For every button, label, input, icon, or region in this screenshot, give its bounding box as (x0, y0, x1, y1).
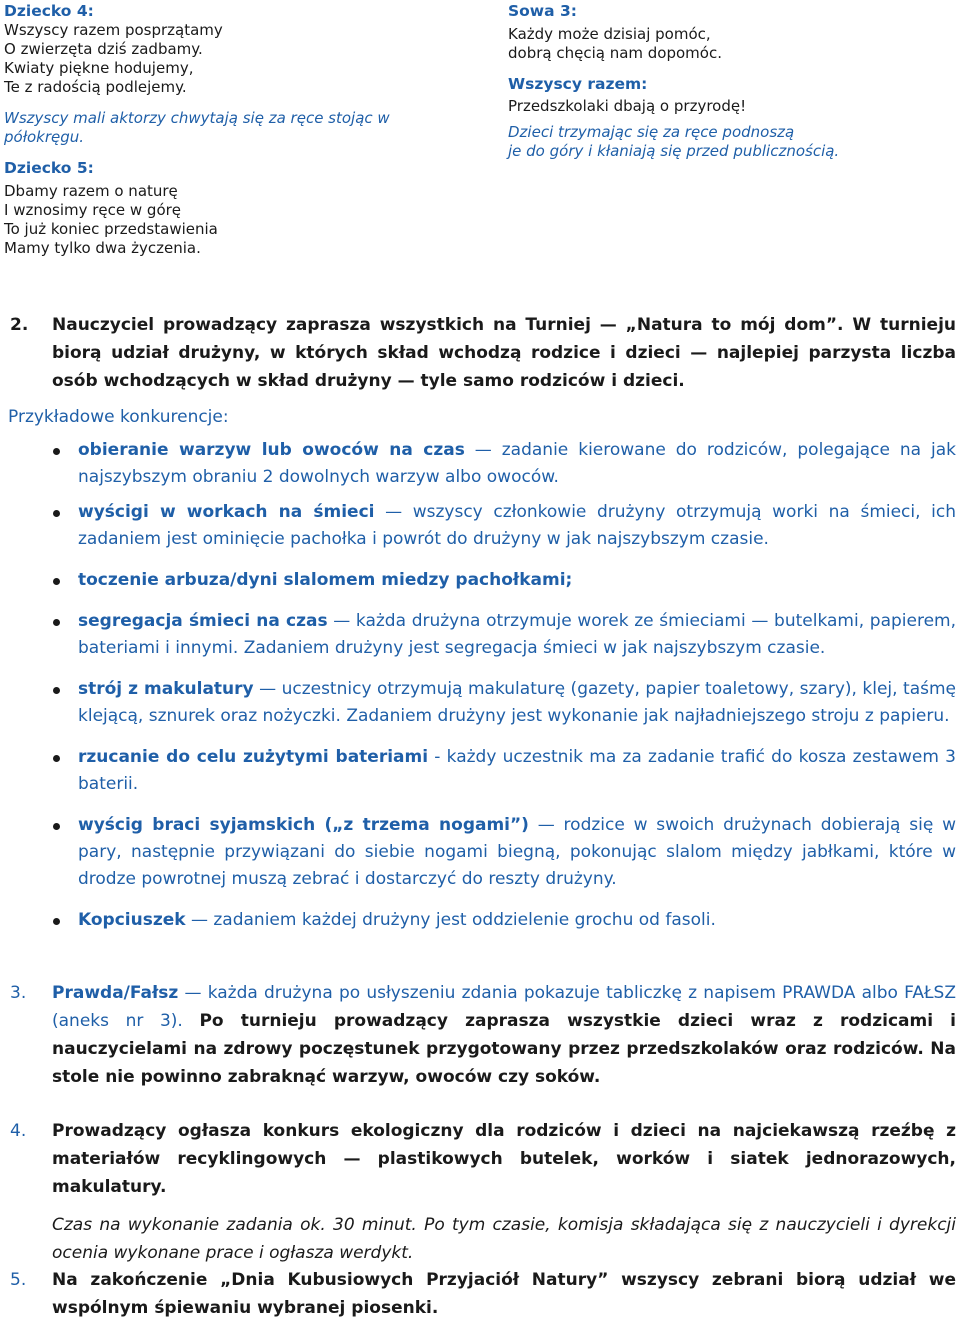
section-3-body: Prawda/Fałsz — każda drużyna po usłyszeniu zdania pokazuje tabliczkę z napisem PRAWDA albo FAŁSZ (aneks nr 3). Po turnieju prowadzący zaprasza wszystkie dzieci wraz z rodzicami i nauczycielami na zdrowy poczęstunek przygotowany przez przedszkolaków oraz rodziców. Na stole nie powinno zabraknąć warzyw, owoców czy soków. (52, 983, 957, 1087)
section-number: 3. (10, 983, 27, 1003)
script-line: I wznosimy ręce w górę (4, 201, 182, 219)
script-line: Przedszkolaki dbają o przyrodę! (508, 97, 747, 115)
bullet-icon (53, 687, 60, 694)
section-number: 2. (10, 315, 29, 335)
section-5-body: Na zakończenie „Dnia Kubusiowych Przyjaciół Natury” wszyscy zebrani biorą udział we wspólnym śpiewaniu wybranej piosenki. (52, 1270, 956, 1318)
dziecko-4-heading: Dziecko 4: (4, 2, 94, 20)
list-item: Kopciuszek — zadaniem każdej drużyny jest oddzielenie grochu od fasoli. (8, 907, 956, 934)
script-line: Kwiaty piękne hodujemy, (4, 59, 194, 77)
right-script-column (508, 2, 948, 161)
stage-direction: Dzieci trzymając się za ręce podnoszą (508, 123, 795, 141)
bullet-icon (53, 918, 60, 925)
script-line: dobrą chęcią nam dopomóc. (508, 44, 722, 62)
script-line: O zwierzęta dziś zadbamy. (4, 40, 203, 58)
bullet-icon (53, 448, 60, 455)
section-number: 4. (10, 1121, 27, 1141)
section-5 (10, 1266, 956, 1322)
bullet-icon (53, 578, 60, 585)
sowa-3-heading: Sowa 3: (508, 2, 577, 20)
list-item: rzucanie do celu zużytymi bateriami - każdy uczestnik ma za zadanie trafić do kosza zestawem 3 baterii. (8, 744, 956, 798)
section-4-note: Czas na wykonanie zadania ok. 30 minut. Po tym czasie, komisja składająca się z nauczycieli i dyrekcji ocenia wykonane prace i ogłasza werdykt. (52, 1215, 956, 1263)
script-line: Dbamy razem o naturę (4, 182, 178, 200)
bullet-icon (53, 510, 60, 517)
bullet-icon (53, 619, 60, 626)
script-line: To już koniec przedstawienia (4, 220, 218, 238)
stage-direction: je do góry i kłaniają się przed publicznością. (508, 142, 840, 160)
section-3 (10, 979, 956, 1091)
list-item: segregacja śmieci na czas — każda drużyna otrzymuje worek ze śmieciami — butelkami, papierem, bateriami i innymi. Zadaniem drużyny jest segregacja śmieci w jak najszybszym czasie. (8, 608, 956, 662)
list-item: toczenie arbuza/dyni slalomem miedzy pachołkami; (8, 567, 956, 594)
section-2-intro: Nauczyciel prowadzący zaprasza wszystkich na Turniej — „Natura to mój dom”. W turnieju biorą udział drużyny, w których skład wchodzą rodzice i dzieci — najlepiej parzysta liczba osób wchodzących w skład drużyny — tyle samo rodziców i dzieci. (52, 315, 956, 391)
section-4 (10, 1117, 956, 1267)
examples-heading: Przykładowe konkurencje: (8, 407, 229, 427)
script-line: Każdy może dzisiaj pomóc, (508, 25, 711, 43)
section-number: 5. (10, 1270, 27, 1290)
stage-direction: Wszyscy mali aktorzy chwytają się za ręce stojąc w półokręgu. (4, 109, 390, 146)
competitions-list (8, 437, 956, 934)
examples-block (8, 404, 956, 942)
wszyscy-razem-heading: Wszyscy razem: (508, 75, 648, 93)
list-item: wyścig braci syjamskich („z trzema nogami”) — rodzice w swoich drużynach dobierają się w pary, następnie przywiązani do siebie nogami biegną, pokonując slalom między jabłkami, które w drodze powrotnej muszą zebrać i dostarczyć do reszty drużyny. (8, 812, 956, 893)
section-2 (10, 311, 956, 395)
list-item: wyścigi w workach na śmieci — wszyscy członkowie drużyny otrzymują worki na śmieci, ich zadaniem jest ominięcie pachołka i powrót do drużyny w jak najszybszym czasie. (8, 499, 956, 553)
section-4-body: Prowadzący ogłasza konkurs ekologiczny dla rodziców i dzieci na najciekawszą rzeźbę z materiałów recyklingowych — plastikowych butelek, worków i siatek jednorazowych, makulatury. (52, 1121, 956, 1197)
bullet-icon (53, 823, 60, 830)
bullet-icon (53, 755, 60, 762)
dziecko-5-heading: Dziecko 5: (4, 159, 94, 177)
script-line: Mamy tylko dwa życzenia. (4, 239, 201, 257)
list-item: obieranie warzyw lub owoców na czas — zadanie kierowane do rodziców, polegające na jak najszybszym obraniu 2 dowolnych warzyw albo owoców. (8, 437, 956, 491)
script-line: Wszyscy razem posprzątamy (4, 21, 223, 39)
list-item: strój z makulatury — uczestnicy otrzymują makulaturę (gazety, papier toaletowy, szary), klej, taśmę klejącą, sznurek oraz nożyczki. Zadaniem drużyny jest wykonanie jak najładniejszego stroju z papieru. (8, 676, 956, 730)
script-line: Te z radością podlejemy. (4, 78, 187, 96)
left-script-column (4, 2, 464, 258)
